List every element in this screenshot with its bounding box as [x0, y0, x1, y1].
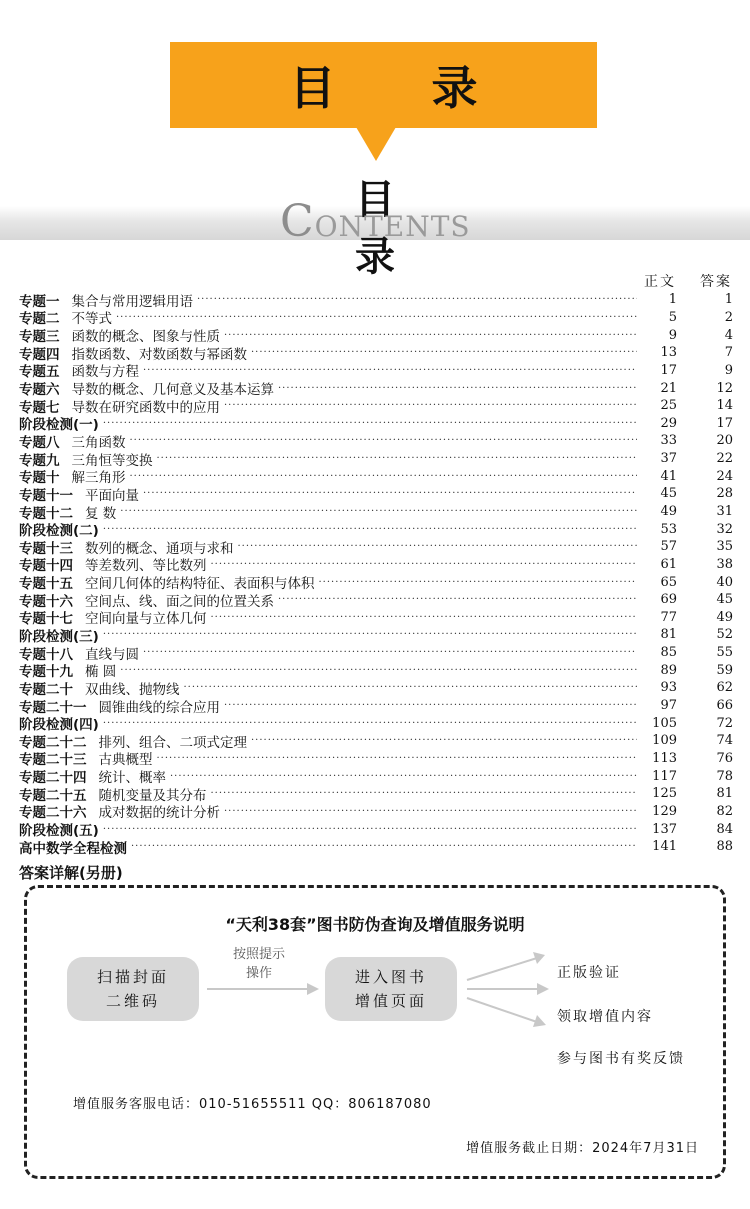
- toc-leader-dots: [157, 453, 638, 464]
- toc-leader-dots: [103, 524, 637, 535]
- toc-label: 专题二十五: [19, 787, 87, 804]
- column-header-answer: 答案: [700, 274, 732, 290]
- toc-leader-dots: [251, 347, 637, 358]
- service-deadline: 增值服务截止日期：2024年7月31日: [466, 1141, 699, 1156]
- toc-leader-dots: [184, 682, 638, 693]
- toc-title: 三角恒等变换: [71, 452, 153, 469]
- toc-row: [19, 644, 735, 662]
- toc-answer-page: 2: [724, 309, 733, 325]
- toc-page-number: 41: [660, 468, 677, 484]
- toc-leader-dots: [157, 753, 638, 764]
- toc-page-number: 109: [652, 733, 677, 749]
- toc-page-number: 129: [652, 803, 677, 819]
- toc-leader-dots: [211, 559, 638, 570]
- toc-title: 三角函数: [71, 434, 126, 451]
- toc-leader-dots: [278, 383, 637, 394]
- toc-answer-page: 55: [716, 645, 733, 661]
- toc-answer-page: 66: [716, 698, 733, 714]
- toc-row: [19, 344, 735, 362]
- enter-line2: 增值页面: [354, 992, 427, 1010]
- toc-label: 专题十七: [19, 611, 73, 628]
- toc-list: [19, 291, 735, 856]
- result-feedback: 参与图书有奖反馈: [557, 1051, 685, 1067]
- toc-label: 专题二十四: [19, 770, 87, 787]
- toc-label: 专题二: [19, 311, 60, 328]
- toc-page-number: 49: [660, 504, 677, 519]
- toc-title: 平面向量: [85, 487, 139, 504]
- toc-row: [19, 450, 735, 468]
- toc-label: 专题二十三: [19, 752, 87, 769]
- scan-cover-qr-step: [67, 957, 199, 1021]
- toc-row: [19, 485, 735, 503]
- toc-leader-dots: [170, 771, 637, 782]
- toc-title: 不等式: [71, 311, 112, 328]
- toc-answer-page: 20: [716, 433, 733, 449]
- toc-label: 专题七: [19, 399, 60, 416]
- toc-row: [19, 520, 735, 538]
- toc-leader-dots: [211, 612, 638, 623]
- toc-answer-page: 31: [716, 504, 733, 519]
- toc-page-number: 13: [660, 345, 677, 361]
- toc-answer-page: 38: [716, 556, 733, 572]
- enter-page-step: [325, 957, 457, 1021]
- toc-label: 专题十四: [19, 558, 73, 575]
- toc-answer-page: 7: [724, 345, 733, 361]
- toc-leader-dots: [120, 665, 637, 676]
- toc-leader-dots: [224, 700, 637, 711]
- toc-answer-page: 74: [716, 733, 733, 749]
- toc-label: 阶段检测(一): [19, 417, 99, 434]
- toc-row: [19, 503, 735, 521]
- toc-label: 专题六: [19, 382, 60, 399]
- toc-page-number: 105: [652, 715, 677, 731]
- toc-answer-page: 84: [716, 821, 733, 837]
- contents-word: [280, 196, 471, 247]
- toc-row: [19, 309, 735, 327]
- toc-row: [19, 538, 735, 556]
- toc-answer-page: 59: [716, 662, 733, 678]
- toc-answer-page: 81: [716, 786, 733, 802]
- toc-label: 专题八: [19, 434, 60, 451]
- toc-page-number: 69: [660, 592, 677, 608]
- toc-row: [19, 556, 735, 574]
- toc-page-number: 25: [660, 398, 677, 414]
- toc-label: 专题二十一: [19, 699, 87, 716]
- toc-leader-dots: [120, 506, 637, 517]
- toc-leader-dots: [116, 312, 637, 323]
- toc-row: [19, 803, 735, 821]
- toc-row: [19, 414, 735, 432]
- toc-leader-dots: [251, 735, 637, 746]
- toc-page-number: 45: [660, 486, 677, 502]
- toc-title: 集合与常用逻辑用语: [71, 293, 193, 310]
- toc-row: [19, 767, 735, 785]
- toc-page-number: 5: [668, 309, 677, 325]
- toc-title: 等差数列、等比数列: [85, 558, 207, 575]
- toc-leader-dots: [143, 647, 637, 658]
- toc-title: 指数函数、对数函数与幂函数: [71, 346, 247, 363]
- service-phone: 增值服务客服电话：010-51655511 QQ：806187080: [73, 1097, 432, 1112]
- toc-leader-dots: [130, 471, 638, 482]
- toc-label: 专题十六: [19, 593, 73, 610]
- toc-answer-page: 32: [716, 521, 733, 537]
- toc-title: 空间点、线、面之间的位置关系: [85, 593, 274, 610]
- toc-answer-page: 14: [716, 398, 733, 414]
- toc-answer-page: 35: [716, 539, 733, 555]
- toc-title: 空间几何体的结构特征、表面积与体积: [85, 576, 315, 593]
- toc-leader-dots: [224, 806, 637, 817]
- toc-page-number: 125: [652, 786, 677, 802]
- toc-leader-dots: [143, 365, 637, 376]
- toc-label: 专题十三: [19, 540, 73, 557]
- arrow-scan-to-enter-head: [307, 983, 319, 995]
- contents-title: 目 录: [355, 177, 409, 280]
- toc-title: 随机变量及其分布: [98, 787, 207, 804]
- toc-label: 专题九: [19, 452, 60, 469]
- toc-leader-dots: [130, 435, 638, 446]
- toc-title: 统计、概率: [98, 770, 166, 787]
- toc-row: [19, 626, 735, 644]
- toc-row: [19, 838, 735, 856]
- toc-answer-page: 76: [716, 750, 733, 766]
- toc-row: [19, 732, 735, 750]
- toc-label: 阶段检测(四): [19, 717, 99, 734]
- toc-label: 高中数学全程检测: [19, 840, 127, 857]
- toc-row: [19, 573, 735, 591]
- toc-row: [19, 397, 735, 415]
- toc-answer-page: 1: [724, 292, 733, 308]
- contents-initial: C: [280, 196, 315, 247]
- toc-leader-dots: [224, 400, 637, 411]
- toc-answer-page: 9: [724, 362, 733, 378]
- toc-row: [19, 591, 735, 609]
- toc-leader-dots: [224, 330, 637, 341]
- toc-title: 直线与圆: [85, 646, 139, 663]
- toc-page-number: 85: [660, 645, 677, 661]
- toc-label: 专题十八: [19, 646, 73, 663]
- toc-title: 导数的概念、几何意义及基本运算: [71, 382, 274, 399]
- toc-label: 阶段检测(三): [19, 629, 99, 645]
- banner-pointer: [356, 127, 396, 161]
- toc-title: 导数在研究函数中的应用: [71, 399, 220, 416]
- toc-leader-dots: [143, 488, 637, 499]
- toc-page-number: 89: [660, 662, 677, 678]
- toc-row: [19, 750, 735, 768]
- toc-page-number: 29: [660, 415, 677, 431]
- toc-answer-page: 28: [716, 486, 733, 502]
- result-verify: 正版验证: [557, 965, 621, 981]
- toc-title: 双曲线、抛物线: [85, 681, 180, 698]
- step-line1: 按照提示: [232, 947, 285, 962]
- toc-answer-page: 24: [716, 468, 733, 484]
- toc-label: 专题二十二: [19, 734, 87, 751]
- toc-page-number: 81: [660, 627, 677, 643]
- toc-leader-dots: [103, 824, 637, 835]
- step-line2: 操作: [245, 966, 272, 981]
- toc-page-number: 9: [668, 327, 677, 343]
- toc-page-number: 17: [660, 362, 677, 378]
- toc-label: 专题十: [19, 470, 60, 487]
- toc-label: 专题三: [19, 329, 60, 346]
- result-content: 领取增值内容: [557, 1009, 653, 1025]
- toc-label: 阶段检测(二): [19, 523, 99, 540]
- toc-page-number: 53: [660, 521, 677, 537]
- step-instruction: [219, 945, 299, 983]
- toc-answer-page: 88: [716, 839, 733, 855]
- toc-page-number: 93: [660, 680, 677, 696]
- toc-row: [19, 679, 735, 697]
- toc-answer-page: 52: [716, 627, 733, 643]
- contents-rest: ONTENTS: [314, 210, 471, 243]
- toc-label: 专题五: [19, 364, 60, 381]
- toc-row: [19, 291, 735, 309]
- toc-answer-page: 82: [716, 803, 733, 819]
- toc-page-number: 141: [652, 839, 677, 855]
- toc-answer-page: 40: [716, 574, 733, 590]
- arrow-to-content-head: [537, 983, 549, 995]
- toc-answer-page: 62: [716, 680, 733, 696]
- toc-leader-dots: [211, 788, 638, 799]
- toc-row: [19, 326, 735, 344]
- toc-title: 圆锥曲线的综合应用: [98, 699, 220, 716]
- toc-leader-dots: [238, 541, 638, 552]
- toc-answer-page: 49: [716, 609, 733, 625]
- toc-page-number: 33: [660, 433, 677, 449]
- toc-label: 专题十九: [19, 664, 73, 681]
- toc-row: [19, 697, 735, 715]
- toc-row: [19, 661, 735, 679]
- toc-title: 数列的概念、通项与求和: [85, 540, 234, 557]
- toc-title: 解三角形: [71, 470, 126, 487]
- banner-title: 目 录: [170, 42, 597, 128]
- toc-label: 专题一: [19, 293, 60, 310]
- toc-answer-page: 4: [724, 327, 733, 343]
- toc-leader-dots: [131, 841, 637, 852]
- toc-leader-dots: [278, 594, 637, 605]
- enter-line1: 进入图书: [354, 968, 427, 986]
- service-box: [24, 885, 726, 1179]
- toc-row: [19, 467, 735, 485]
- toc-row: [19, 379, 735, 397]
- toc-title: 函数的概念、图象与性质: [71, 329, 220, 346]
- toc-page-number: 97: [660, 698, 677, 714]
- toc-label: 阶段检测(五): [19, 823, 99, 840]
- toc-label: 专题四: [19, 346, 60, 363]
- toc-leader-dots: [197, 294, 637, 305]
- toc-page-number: 77: [660, 609, 677, 625]
- toc-row: [19, 609, 735, 627]
- scan-line2: 二维码: [105, 992, 160, 1010]
- toc-title: 复 数: [85, 505, 117, 522]
- arrow-to-feedback: [467, 998, 537, 1022]
- toc-label: 专题二十六: [19, 805, 87, 822]
- toc-row: [19, 785, 735, 803]
- toc-row: [19, 432, 735, 450]
- toc-label: 专题十一: [19, 487, 73, 504]
- toc-row: [19, 362, 735, 380]
- toc-row: [19, 820, 735, 838]
- toc-leader-dots: [319, 577, 638, 588]
- toc-page-number: 117: [652, 768, 677, 784]
- toc-page-number: 65: [660, 574, 677, 590]
- toc-leader-dots: [103, 629, 637, 640]
- toc-row: [19, 714, 735, 732]
- toc-title: 排列、组合、二项式定理: [98, 734, 247, 751]
- toc-page-number: 1: [668, 292, 677, 308]
- toc-page-number: 21: [660, 380, 677, 396]
- toc-page-number: 113: [652, 750, 677, 766]
- toc-leader-dots: [103, 718, 637, 729]
- toc-label: 专题十五: [19, 576, 73, 593]
- toc-title: 椭 圆: [85, 664, 117, 681]
- toc-page-number: 37: [660, 451, 677, 467]
- toc-leader-dots: [103, 418, 637, 429]
- answers-heading: 答案详解(另册): [19, 864, 123, 882]
- column-header-text: 正文: [644, 274, 676, 290]
- toc-label: 专题十二: [19, 505, 73, 522]
- toc-answer-page: 45: [716, 592, 733, 608]
- toc-answer-page: 17: [716, 415, 733, 431]
- toc-title: 古典概型: [98, 752, 153, 769]
- toc-label: 专题二十: [19, 681, 73, 698]
- toc-answer-page: 12: [716, 380, 733, 396]
- toc-page-number: 137: [652, 821, 677, 837]
- toc-title: 成对数据的统计分析: [98, 805, 220, 822]
- scan-line1: 扫描封面: [96, 968, 169, 986]
- toc-answer-page: 22: [716, 451, 733, 467]
- service-title: “天利38套”图书防伪查询及增值服务说明: [225, 915, 525, 934]
- toc-answer-page: 78: [716, 768, 733, 784]
- toc-title: 空间向量与立体几何: [85, 611, 207, 628]
- toc-answer-page: 72: [716, 715, 733, 731]
- toc-page-number: 57: [660, 539, 677, 555]
- arrow-to-verify: [467, 958, 537, 980]
- toc-page-number: 61: [660, 556, 677, 572]
- toc-title: 函数与方程: [71, 364, 139, 381]
